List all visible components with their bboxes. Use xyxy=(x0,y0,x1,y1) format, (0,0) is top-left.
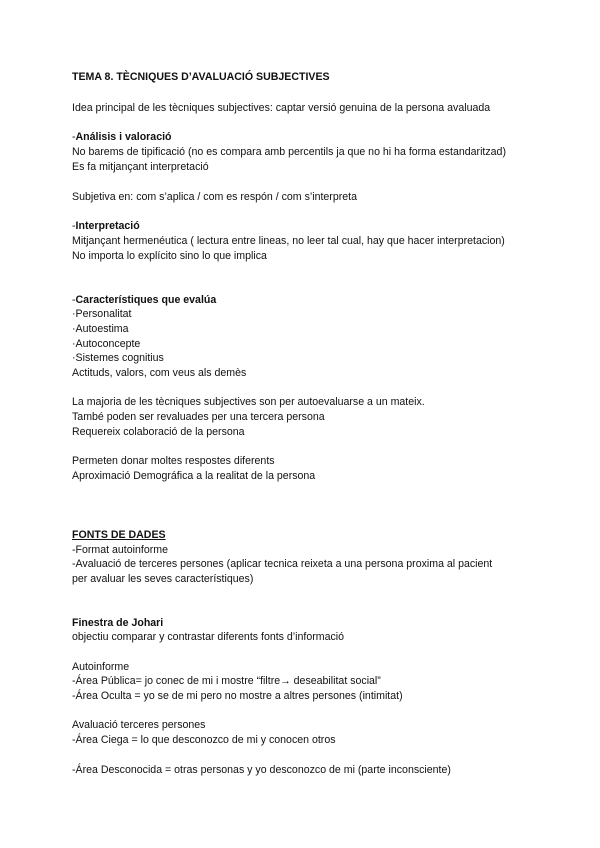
paragraph-line: -Format autoinforme xyxy=(72,544,168,556)
fonts-heading: FONTS DE DADES xyxy=(72,529,166,541)
paragraph-line: No barems de tipificació (no es compara amb percentils ja que no hi ha forma estandaritzad) xyxy=(72,146,506,158)
paragraph-line: Requereix colaboració de la persona xyxy=(72,426,245,438)
paragraph-line: També poden ser revaluades per una tercera persona xyxy=(72,411,325,423)
interpretacio-heading xyxy=(72,219,560,234)
paragraph-line: -Avaluació de terceres persones (aplicar tecnica reixeta a una persona proxima al pacient xyxy=(72,558,493,570)
paragraph-line: Permeten donar moltes respostes diferents xyxy=(72,455,275,467)
list-item: Actituds, valors, com veus als demès xyxy=(72,367,247,379)
dash: - xyxy=(72,131,76,143)
analisis-heading xyxy=(72,130,560,145)
dash: - xyxy=(72,220,76,232)
paragraph-line: -Área Desconocida = otras personas y yo desconozco de mi (parte inconsciente) xyxy=(72,764,451,776)
list-item: ·Autoconcepte xyxy=(72,338,141,350)
paragraph-line: No importa lo explícito sino lo que implica xyxy=(72,250,267,262)
subjetiva-text: Subjetiva en: com s’aplica / com es respón / com s’interpreta xyxy=(72,191,357,203)
caracteristiques-heading-text: Característiques que evalúa xyxy=(75,294,217,306)
paragraph-line: Aproximació Demográfica a la realitat de la persona xyxy=(72,470,316,482)
paragraph-line: Avaluació terceres persones xyxy=(72,719,206,731)
paragraph-line: -Área Ciega = lo que desconozco de mi y conocen otros xyxy=(72,734,336,746)
analisis-heading-text: Análisis i valoració xyxy=(75,131,172,143)
paragraph-line: -Área Pública= jo conec de mi i mostre “filtre→ deseabilitat social” xyxy=(72,675,381,687)
list-item: ·Autoestima xyxy=(72,323,129,335)
paragraph-line: per avaluar les seves característiques) xyxy=(72,573,254,585)
intro-text: Idea principal de les tècniques subjectives: captar versió genuina de la persona avaluada xyxy=(72,102,491,114)
caracteristiques-heading xyxy=(72,293,560,308)
dash: - xyxy=(72,294,76,306)
list-item: ·Sistemes cognitius xyxy=(72,352,164,364)
list-item: ·Personalitat xyxy=(72,308,132,320)
paragraph-line: -Área Oculta = yo se de mi pero no mostre a altres persones (intimitat) xyxy=(72,690,403,702)
interpretacio-heading-text: Interpretació xyxy=(75,220,140,232)
paragraph-line: Autoinforme xyxy=(72,661,130,673)
paragraph-line: objectiu comparar y contrastar diferents fonts d’informació xyxy=(72,631,345,643)
paragraph-line: Mitjançant hermenéutica ( lectura entre lineas, no leer tal cual, hay que hacer interpretacion) xyxy=(72,235,505,247)
paragraph-line: Es fa mitjançant interpretació xyxy=(72,161,209,173)
johari-heading: Finestra de Johari xyxy=(72,617,164,629)
document-title: TEMA 8. TÈCNIQUES D’AVALUACIÓ SUBJECTIVES xyxy=(72,71,330,83)
paragraph-line: La majoria de les tècniques subjectives son per autoevaluarse a un mateix. xyxy=(72,396,425,408)
